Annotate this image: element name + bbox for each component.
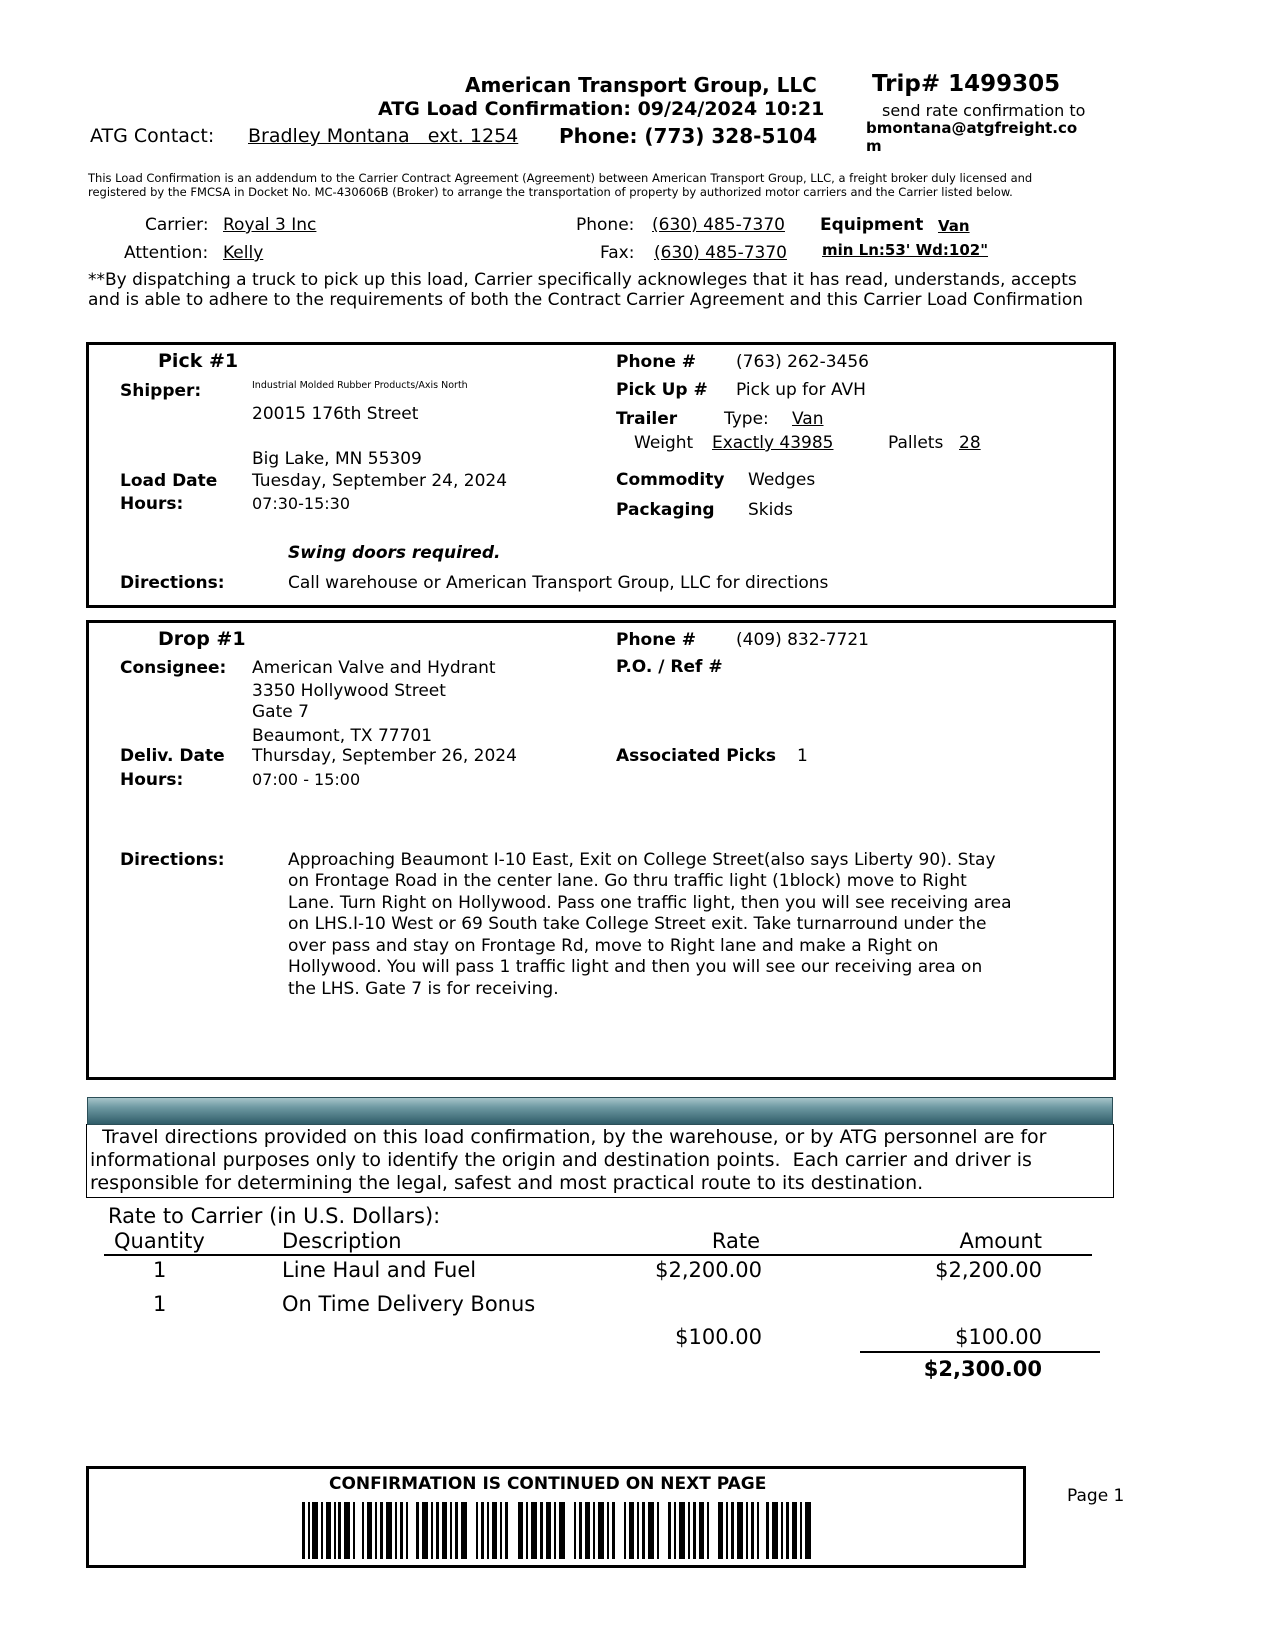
addendum-line2: registered by the FMCSA in Docket No. MC-430606B (Broker) to arrange the transportation of property by authorized motor carriers and the Carrier listed below. [88, 185, 1013, 199]
continued-notice: CONFIRMATION IS CONTINUED ON NEXT PAGE [329, 1474, 767, 1494]
pick-phone-label: Phone # [616, 352, 697, 372]
pick-directions: Call warehouse or American Transport Group, LLC for directions [288, 573, 829, 593]
disclaimer-line2: informational purposes only to identify the origin and destination points. Each carrier and driver is [90, 1149, 1032, 1171]
commodity: Wedges [748, 470, 816, 490]
drop-directions-line: on LHS.I-10 West or 69 South take College Street exit. Take turnarround under the [288, 914, 987, 934]
shipper-name: Industrial Molded Rubber Products/Axis North [252, 380, 468, 391]
packaging-label: Packaging [616, 500, 715, 520]
trailer-label: Trailer [616, 409, 678, 429]
drop-directions-line: over pass and stay on Frontage Rd, move to Right lane and make a Right on [288, 936, 939, 956]
equipment-type: Van [938, 217, 970, 235]
consignee-name: American Valve and Hydrant [252, 658, 496, 678]
deliv-date: Thursday, September 26, 2024 [252, 746, 517, 766]
col-description: Description [282, 1229, 402, 1253]
contact-email-wrap: m [866, 137, 882, 155]
col-quantity: Quantity [114, 1229, 205, 1253]
carrier-phone-label: Phone: [576, 215, 635, 235]
drop-directions-line: Approaching Beaumont I-10 East, Exit on College Street(also says Liberty 90). Stay [288, 850, 996, 870]
attention-name: Kelly [223, 243, 264, 263]
row-amount: $100.00 [955, 1325, 1042, 1349]
drop-directions-label: Directions: [120, 850, 225, 870]
shipper-city: Big Lake, MN 55309 [252, 449, 422, 469]
rate-total: $2,300.00 [923, 1357, 1042, 1381]
associated-picks: 1 [797, 746, 808, 766]
drop-phone: (409) 832-7721 [736, 630, 869, 650]
total-rule [860, 1351, 1100, 1353]
pallets-label: Pallets [888, 433, 944, 453]
weight: Exactly 43985 [712, 433, 834, 453]
disclaimer-header-bar [87, 1097, 1113, 1125]
load-date: Tuesday, September 24, 2024 [252, 471, 508, 491]
weight-label: Weight [634, 433, 694, 453]
row-description: On Time Delivery Bonus [282, 1292, 536, 1316]
packaging: Skids [748, 500, 794, 520]
addendum-line1: This Load Confirmation is an addendum to the Carrier Contract Agreement (Agreement) between American Transport Group, LLC, a freight broker duly licensed and [88, 171, 1033, 185]
trip-number: Trip# 1499305 [872, 71, 1061, 97]
commodity-label: Commodity [616, 470, 725, 490]
contact-email: bmontana@atgfreight.co [866, 119, 1078, 137]
row-quantity: 1 [153, 1292, 167, 1316]
drop-directions-line: Lane. Turn Right on Hollywood. Pass one traffic light, then you will see receiving area [288, 893, 1012, 913]
confirmation-datetime: ATG Load Confirmation: 09/24/2024 10:21 [378, 98, 825, 120]
rate-title: Rate to Carrier (in U.S. Dollars): [108, 1204, 441, 1228]
deliv-date-label: Deliv. Date [120, 746, 225, 766]
send-rate-label: send rate confirmation to [882, 101, 1086, 120]
consignee-label: Consignee: [120, 658, 227, 678]
company-name: American Transport Group, LLC [465, 73, 817, 97]
carrier-fax-label: Fax: [600, 243, 635, 263]
row-amount: $2,200.00 [935, 1258, 1042, 1282]
row-quantity: 1 [153, 1258, 167, 1282]
consignee-address: 3350 Hollywood Street [252, 681, 446, 701]
disclaimer-line3: responsible for determining the legal, safest and most practical route to its destination. [90, 1172, 924, 1194]
trailer-type: Van [792, 409, 824, 429]
disclaimer [86, 1124, 1114, 1198]
carrier-label: Carrier: [145, 215, 209, 235]
pick-title: Pick #1 [158, 350, 239, 372]
carrier-phone: (630) 485-7370 [652, 215, 785, 235]
row-description: Line Haul and Fuel [282, 1258, 477, 1282]
equipment-dimensions: min Ln:53' Wd:102" [822, 241, 989, 259]
col-amount: Amount [959, 1229, 1042, 1253]
contact-label: ATG Contact: [90, 125, 215, 147]
drop-directions-line: Hollywood. You will pass 1 traffic light and then you will see our receiving area on [288, 957, 983, 977]
attention-label: Attention: [124, 243, 209, 263]
pick-note: Swing doors required. [288, 543, 501, 563]
associated-picks-label: Associated Picks [616, 746, 776, 766]
rate-header-rule [104, 1254, 1092, 1256]
shipper-address: 20015 176th Street [252, 404, 419, 424]
shipper-label: Shipper: [120, 381, 202, 401]
pick-section [86, 342, 1116, 608]
pick-hours-label: Hours: [120, 494, 184, 514]
drop-directions-line: on Frontage Road in the center lane. Go thru traffic light (1block) move to Right [288, 871, 967, 891]
po-ref-label: P.O. / Ref # [616, 657, 723, 677]
drop-hours: 07:00 - 15:00 [252, 770, 361, 789]
consignee-address2: Gate 7 [252, 702, 309, 722]
acknowledgement-line1: **By dispatching a truck to pick up this load, Carrier specifically acknowleges that it has read, understands, accepts [88, 270, 1077, 290]
barcode-icon [302, 1502, 812, 1559]
page-number: Page 1 [1067, 1486, 1125, 1506]
pickup-number-label: Pick Up # [616, 380, 708, 400]
col-rate: Rate [711, 1229, 760, 1253]
consignee-city: Beaumont, TX 77701 [252, 726, 433, 746]
row-rate: $2,200.00 [655, 1258, 762, 1282]
load-date-label: Load Date [120, 471, 218, 491]
disclaimer-line1: Travel directions provided on this load confirmation, by the warehouse, or by ATG personnel are for [90, 1126, 1047, 1148]
pickup-number: Pick up for AVH [736, 380, 866, 400]
pallets: 28 [959, 433, 981, 453]
equipment-label: Equipment [820, 215, 924, 235]
pick-phone: (763) 262-3456 [736, 352, 869, 372]
pick-hours: 07:30-15:30 [252, 494, 350, 513]
drop-hours-label: Hours: [120, 770, 184, 790]
drop-directions-line: the LHS. Gate 7 is for receiving. [288, 979, 559, 999]
carrier-name: Royal 3 Inc [223, 215, 317, 235]
row-rate: $100.00 [675, 1325, 762, 1349]
carrier-fax: (630) 485-7370 [654, 243, 787, 263]
drop-title: Drop #1 [158, 628, 246, 650]
contact-name: Bradley Montana ext. 1254 [248, 125, 519, 147]
pick-directions-label: Directions: [120, 573, 225, 593]
contact-phone: Phone: (773) 328-5104 [559, 124, 818, 148]
trailer-type-label: Type: [724, 409, 769, 429]
acknowledgement-line2: and is able to adhere to the requirements of both the Contract Carrier Agreement and this Carrier Load Confirmation [88, 290, 1084, 310]
drop-phone-label: Phone # [616, 630, 697, 650]
